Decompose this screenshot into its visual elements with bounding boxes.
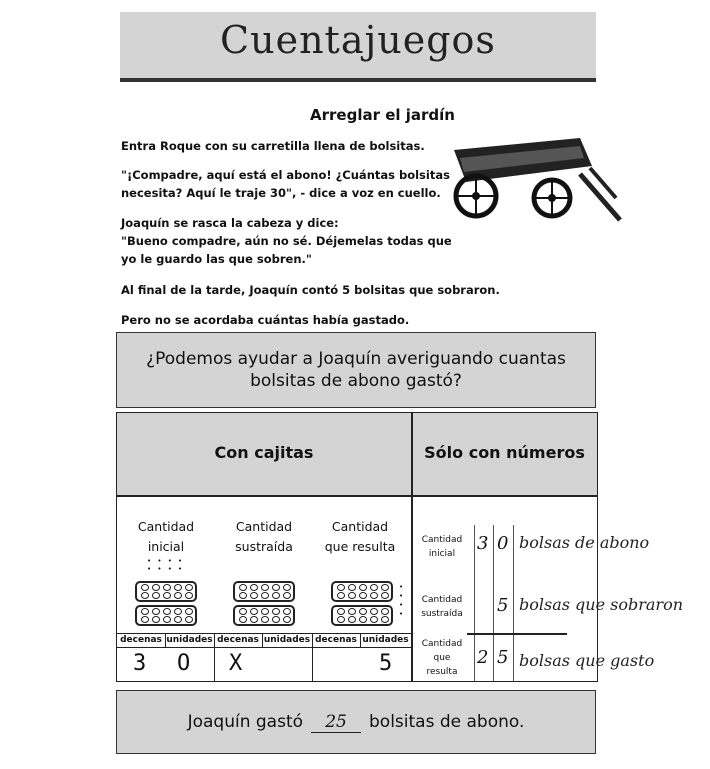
tray-cell [141, 584, 149, 591]
story-paragraph [121, 214, 452, 268]
tray-cell [283, 584, 291, 591]
tray-cell [141, 608, 149, 615]
tray-cell [370, 608, 378, 615]
tray-cell [174, 584, 182, 591]
story-line: yo le guardo las que sobren." [121, 252, 312, 266]
story-paragraph: Al final de la tarde, Joaquín contó 5 bolsitas que sobraron. [121, 283, 500, 297]
tray-cell [359, 608, 367, 615]
tray-cell [272, 584, 280, 591]
handwritten-note: bolsas que sobraron [519, 595, 683, 614]
tray-cell [272, 608, 280, 615]
ten-box-tray [135, 605, 197, 626]
tray-cell [141, 616, 149, 623]
label-line: Cantidad [421, 595, 463, 605]
story-paragraph: Pero no se acordaba cuántas había gastado. [121, 313, 410, 327]
grid-line [513, 525, 514, 681]
tray-cell [261, 584, 269, 591]
story-line: Joaquín se rasca la cabeza y dice: [121, 216, 339, 230]
result-line [467, 633, 567, 635]
story-line: "Bueno compadre, aún no sé. Déjemelas todas que [121, 234, 452, 248]
tray-cell [272, 592, 280, 599]
tray-cell [152, 608, 160, 615]
decenas-label: decenas [117, 633, 166, 647]
wagon-illustration [440, 128, 622, 224]
handwritten-note: bolsas que gasto [519, 651, 655, 670]
tray-cell [261, 592, 269, 599]
tray-cell [359, 616, 367, 623]
tray-cell [381, 616, 389, 623]
tray-cell [261, 616, 269, 623]
tray-cell [381, 584, 389, 591]
digit: 3 [477, 533, 489, 554]
num-label-sustraida [415, 593, 469, 621]
label-line: Cantidad [331, 519, 389, 534]
tray-cell [185, 592, 193, 599]
written-unidades-resulta: 5 [379, 651, 393, 676]
grid-line [493, 525, 494, 681]
header-label: Con cajitas [214, 443, 314, 462]
decenas-label: decenas [214, 633, 263, 647]
tray-cell [348, 584, 356, 591]
handwritten-note: bolsas de abono [519, 533, 650, 552]
unidades-label: unidades [165, 633, 215, 647]
tray-cell [337, 592, 345, 599]
tray-cell [141, 592, 149, 599]
tray-cell [163, 592, 171, 599]
header-solo-numeros [412, 413, 597, 495]
answer-suffix: bolsitas de abono. [369, 712, 525, 732]
label-line: Cantidad [235, 519, 293, 534]
tray-cell [272, 616, 280, 623]
label-line: que resulta [324, 539, 396, 554]
tray-cell [381, 592, 389, 599]
question-text: ¿Podemos ayudar a Joaquín averiguando cuantas bolsitas de abono gastó? [146, 349, 566, 391]
title-banner [120, 12, 596, 82]
tray-cell [348, 608, 356, 615]
ten-box-tray [233, 581, 295, 602]
tray-cell [163, 616, 171, 623]
tray-cell [370, 592, 378, 599]
story-paragraph: Entra Roque con su carretilla llena de bolsitas. [121, 139, 425, 153]
scattered-dots: • • • • • • • • [147, 557, 185, 573]
tray-cell [239, 584, 247, 591]
label-line: que [433, 653, 451, 663]
tray-cell [283, 592, 291, 599]
ten-box-tray [331, 581, 393, 602]
label-line: Cantidad [421, 639, 463, 649]
tray-cell [163, 608, 171, 615]
label-line: inicial [147, 539, 185, 554]
row-line [117, 647, 411, 648]
digit: 0 [497, 533, 509, 554]
label-cantidad-sustraida [219, 517, 309, 557]
tray-cell [348, 592, 356, 599]
tray-cell [370, 616, 378, 623]
cell-separator [312, 647, 313, 681]
question-banner [116, 332, 596, 408]
tray-cell [337, 616, 345, 623]
tray-cell [381, 608, 389, 615]
label-line: Cantidad [421, 535, 463, 545]
num-label-resulta [415, 637, 469, 679]
tray-cell [283, 608, 291, 615]
tray-cell [239, 616, 247, 623]
banner-title: Cuentajuegos [220, 18, 496, 62]
tray-cell [337, 608, 345, 615]
digit: 5 [497, 595, 509, 616]
work-table [116, 412, 683, 682]
tray-cell [174, 616, 182, 623]
digit: 2 [477, 647, 489, 668]
tray-cell [283, 616, 291, 623]
tray-cell [250, 616, 258, 623]
grid-line [474, 525, 475, 681]
label-cantidad-inicial [121, 517, 211, 557]
tray-cell [239, 592, 247, 599]
tray-cell [250, 584, 258, 591]
tray-cell [359, 584, 367, 591]
tray-cell [174, 592, 182, 599]
tray-cell [174, 608, 182, 615]
story-line: "¡Compadre, aquí está el abono! ¿Cuántas bolsitas [121, 168, 450, 182]
unidades-label: unidades [262, 633, 313, 647]
digit: 5 [497, 647, 509, 668]
column-divider [411, 413, 413, 681]
tray-cell [185, 608, 193, 615]
cell-separator [214, 647, 215, 681]
header-divider [117, 495, 597, 497]
decenas-label: decenas [312, 633, 361, 647]
ten-box-tray [233, 605, 295, 626]
tray-cell [185, 616, 193, 623]
written-decenas-sustraida: X [229, 651, 243, 676]
answer-banner [116, 690, 596, 754]
tray-cell [152, 616, 160, 623]
label-cantidad-resulta [315, 517, 405, 557]
header-label: Sólo con números [424, 443, 585, 462]
story-title: Arreglar el jardín [310, 106, 455, 124]
ten-box-tray [331, 605, 393, 626]
tray-cell [250, 592, 258, 599]
story-line: necesita? Aquí le traje 30", - dice a voz en cuello. [121, 186, 441, 200]
scattered-dots: • • • • [399, 583, 404, 618]
tray-cell [163, 584, 171, 591]
label-line: resulta [426, 667, 458, 677]
label-line: inicial [428, 549, 456, 559]
ten-box-tray [135, 581, 197, 602]
tray-cell [348, 616, 356, 623]
num-label-inicial [415, 533, 469, 561]
label-line: Cantidad [137, 519, 195, 534]
unidades-label: unidades [362, 635, 409, 645]
tray-cell [370, 584, 378, 591]
label-line: sustraída [235, 539, 293, 554]
label-line: sustraída [421, 609, 463, 619]
tray-cell [152, 592, 160, 599]
tray-cell [261, 608, 269, 615]
answer-value: 25 [311, 712, 361, 733]
tray-cell [359, 592, 367, 599]
written-unidades-inicial: O [177, 651, 191, 676]
tray-cell [337, 584, 345, 591]
tray-cell [152, 584, 160, 591]
written-decenas-inicial: 3 [133, 651, 147, 676]
header-con-cajitas [117, 413, 411, 495]
answer-prefix: Joaquín gastó [187, 712, 304, 732]
tray-cell [185, 584, 193, 591]
story-paragraph [121, 166, 450, 202]
tray-cell [250, 608, 258, 615]
tray-cell [239, 608, 247, 615]
